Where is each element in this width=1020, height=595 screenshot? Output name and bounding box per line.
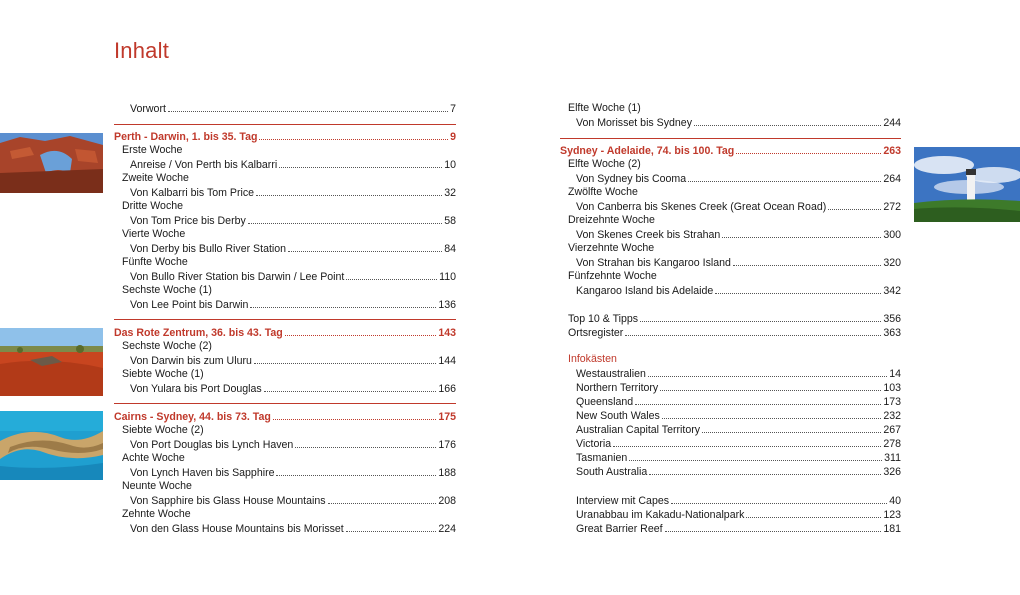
page-number: 224	[438, 523, 456, 535]
entry-label: Elfte Woche (1)	[568, 102, 641, 114]
photo-red-outback	[0, 328, 103, 396]
entry-label: Das Rote Zentrum, 36. bis 43. Tag	[114, 327, 283, 339]
entry-label: Tasmanien	[576, 452, 628, 464]
entry-label: Zwölfte Woche	[568, 186, 638, 198]
section-heading-perth-darwin[interactable]	[114, 129, 456, 143]
dot-leader	[688, 171, 881, 182]
week-label	[114, 255, 456, 269]
toc-right-column	[560, 0, 901, 595]
page-number: 84	[444, 243, 456, 255]
entry-label: Von Canberra bis Skenes Creek (Great Ocean Road)	[576, 201, 827, 213]
dot-leader	[702, 422, 881, 433]
toc-entry[interactable]	[560, 115, 901, 129]
week-label	[560, 269, 901, 283]
page-number: 7	[450, 103, 456, 115]
dot-leader	[662, 408, 882, 419]
page-number: 267	[883, 424, 901, 436]
section-heading-sydney-adelaide[interactable]	[560, 143, 901, 157]
page-number: 110	[439, 271, 456, 283]
week-label	[114, 339, 456, 353]
page-number: 326	[883, 466, 901, 478]
entry-label: Perth - Darwin, 1. bis 35. Tag	[114, 131, 258, 143]
dot-leader	[346, 521, 437, 532]
entry-label: Great Barrier Reef	[576, 523, 663, 535]
week-label	[114, 143, 456, 157]
dot-leader	[715, 283, 881, 294]
week-label	[114, 367, 456, 381]
toc-left-column	[114, 0, 456, 595]
entry-label: Anreise / Von Perth bis Kalbarri	[130, 159, 278, 171]
dot-leader	[660, 380, 881, 391]
page-title: Inhalt	[114, 38, 170, 63]
toc-entry[interactable]	[114, 241, 456, 255]
entry-label: Von Darwin bis zum Uluru	[130, 355, 252, 367]
infokasten-entry[interactable]	[560, 464, 901, 478]
toc-entry[interactable]	[114, 521, 456, 535]
page-number: 188	[438, 467, 456, 479]
week-label	[560, 185, 901, 199]
page-number: 9	[450, 131, 456, 143]
page-number: 320	[883, 257, 901, 269]
page-number: 363	[883, 327, 901, 339]
page-number: 176	[438, 439, 456, 451]
page-number: 208	[438, 495, 456, 507]
week-label	[114, 171, 456, 185]
dot-leader	[328, 493, 437, 504]
entry-label: Interview mit Capes	[576, 495, 670, 507]
divider	[560, 138, 901, 139]
toc-entry[interactable]	[114, 381, 456, 395]
page-number: 272	[883, 201, 901, 213]
infokasten-entry[interactable]	[560, 366, 901, 380]
entry-label: Von Tom Price bis Derby	[130, 215, 246, 227]
entry-label: Von Yulara bis Port Douglas	[130, 383, 262, 395]
page-number: 14	[889, 368, 901, 380]
entry-label: Von Morisset bis Sydney	[576, 117, 692, 129]
entry-label: Von Skenes Creek bis Strahan	[576, 229, 721, 241]
week-label	[560, 101, 901, 115]
divider	[114, 403, 456, 404]
week-label	[114, 479, 456, 493]
page-number: 232	[883, 410, 901, 422]
dot-leader	[722, 227, 881, 238]
page-number: 342	[883, 285, 901, 297]
week-label	[560, 213, 901, 227]
entry-label: Erste Woche	[122, 144, 183, 156]
dot-leader	[264, 381, 437, 392]
entry-label: Von Bullo River Station bis Darwin / Lee Point	[130, 271, 345, 283]
entry-label: Dreizehnte Woche	[568, 214, 655, 226]
dot-leader	[640, 311, 881, 322]
page-number: 263	[883, 145, 901, 157]
entry-label: Sechste Woche (1)	[122, 284, 212, 296]
entry-label: Von Port Douglas bis Lynch Haven	[130, 439, 294, 451]
entry-label: Von Lynch Haven bis Sapphire	[130, 467, 275, 479]
page-number: 175	[438, 411, 456, 423]
dot-leader	[694, 115, 881, 126]
toc-entry[interactable]	[114, 297, 456, 311]
page-number: 123	[883, 509, 901, 521]
dot-leader	[276, 465, 436, 476]
toc-entry[interactable]	[560, 227, 901, 241]
dot-leader	[259, 129, 448, 140]
entry-label: Northern Territory	[576, 382, 659, 394]
entry-label: Achte Woche	[122, 452, 185, 464]
page-number: 311	[884, 452, 901, 464]
entry-label: New South Wales	[576, 410, 660, 422]
week-label	[560, 241, 901, 255]
entry-label: Top 10 & Tipps	[568, 313, 639, 325]
entry-label: Elfte Woche (2)	[568, 158, 641, 170]
toc-entry[interactable]	[114, 269, 456, 283]
section-heading-rote-zentrum[interactable]	[114, 325, 456, 339]
infokasten-entry[interactable]	[560, 408, 901, 422]
week-label	[114, 423, 456, 437]
entry-label: Von Sydney bis Cooma	[576, 173, 687, 185]
week-label	[114, 451, 456, 465]
page-number: 278	[883, 438, 901, 450]
infokasten-entry[interactable]	[560, 436, 901, 450]
dot-leader	[346, 269, 437, 280]
photo-lighthouse	[914, 147, 1020, 222]
entry-label: Kangaroo Island bis Adelaide	[576, 285, 714, 297]
dot-leader	[746, 507, 881, 518]
entry-label: Uranabbau im Kakadu-Nationalpark	[576, 509, 745, 521]
page-number: 143	[438, 327, 456, 339]
toc-entry[interactable]	[114, 353, 456, 367]
dot-leader	[256, 185, 442, 196]
week-label	[114, 507, 456, 521]
dot-leader	[828, 199, 881, 210]
dot-leader	[635, 394, 881, 405]
entry-label: Von Strahan bis Kangaroo Island	[576, 257, 731, 269]
entry-label: Von Kalbarri bis Tom Price	[130, 187, 255, 199]
infokasten-entry[interactable]	[560, 394, 901, 408]
divider	[114, 124, 456, 125]
entry-label: Ortsregister	[568, 327, 624, 339]
infokasten-entry[interactable]	[560, 380, 901, 394]
divider	[114, 319, 456, 320]
week-label	[560, 157, 901, 171]
page-number: 136	[438, 299, 456, 311]
misc-entry[interactable]	[560, 493, 901, 507]
toc-entry[interactable]	[114, 465, 456, 479]
toc-entry[interactable]	[114, 157, 456, 171]
entry-label: Sydney - Adelaide, 74. bis 100. Tag	[560, 145, 735, 157]
week-label	[114, 283, 456, 297]
entry-label: Infokästen	[568, 353, 617, 365]
entry-label: Zweite Woche	[122, 172, 189, 184]
dot-leader	[248, 213, 442, 224]
toc-entry-ortsregister[interactable]	[560, 325, 901, 339]
dot-leader	[671, 493, 887, 504]
dot-leader	[168, 101, 448, 112]
dot-leader	[250, 297, 436, 308]
toc-entry[interactable]	[114, 213, 456, 227]
dot-leader	[273, 409, 437, 420]
misc-entry[interactable]	[560, 521, 901, 535]
infokasten-entry[interactable]	[560, 422, 901, 436]
entry-label: Vorwort	[130, 103, 166, 115]
dot-leader	[279, 157, 442, 168]
infokasten-heading	[560, 352, 901, 366]
dot-leader	[295, 437, 436, 448]
page-number: 244	[883, 117, 901, 129]
entry-label: Siebte Woche (1)	[122, 368, 204, 380]
dot-leader	[288, 241, 442, 252]
page-number: 181	[883, 523, 901, 535]
page-number: 58	[444, 215, 456, 227]
entry-label: Queensland	[576, 396, 634, 408]
dot-leader	[613, 436, 881, 447]
entry-label: Von den Glass House Mountains bis Morisset	[130, 523, 344, 535]
toc-entry[interactable]	[114, 493, 456, 507]
entry-label: Vierzehnte Woche	[568, 242, 655, 254]
page-number: 173	[883, 396, 901, 408]
toc-entry-top10[interactable]	[560, 311, 901, 325]
page-number: 144	[438, 355, 456, 367]
entry-label: Vierte Woche	[122, 228, 186, 240]
week-label	[114, 199, 456, 213]
page-number: 166	[438, 383, 456, 395]
entry-label: Zehnte Woche	[122, 508, 191, 520]
toc-entry-vorwort[interactable]	[114, 101, 456, 115]
dot-leader	[629, 450, 882, 461]
infokasten-entry[interactable]	[560, 450, 901, 464]
dot-leader	[625, 325, 881, 336]
section-heading-cairns-sydney[interactable]	[114, 409, 456, 423]
entry-label: Siebte Woche (2)	[122, 424, 204, 436]
entry-label: Von Sapphire bis Glass House Mountains	[130, 495, 326, 507]
dot-leader	[665, 521, 882, 532]
entry-label: Cairns - Sydney, 44. bis 73. Tag	[114, 411, 271, 423]
dot-leader	[648, 366, 887, 377]
dot-leader	[285, 325, 437, 336]
entry-label: Australian Capital Territory	[576, 424, 701, 436]
dot-leader	[733, 255, 881, 266]
entry-label: Victoria	[576, 438, 612, 450]
entry-label: Sechste Woche (2)	[122, 340, 212, 352]
toc-entry[interactable]	[114, 437, 456, 451]
entry-label: Von Derby bis Bullo River Station	[130, 243, 287, 255]
dot-leader	[254, 353, 436, 364]
page-number: 103	[883, 382, 901, 394]
entry-label: Westaustralien	[576, 368, 646, 380]
week-label	[114, 227, 456, 241]
page-number: 264	[883, 173, 901, 185]
dot-leader	[736, 143, 881, 154]
page-number: 356	[883, 313, 901, 325]
misc-entry[interactable]	[560, 507, 901, 521]
page-number: 300	[883, 229, 901, 241]
page-number: 40	[889, 495, 901, 507]
entry-label: South Australia	[576, 466, 648, 478]
page-number: 32	[444, 187, 456, 199]
toc-entry[interactable]	[560, 171, 901, 185]
dot-leader	[649, 464, 881, 475]
entry-label: Dritte Woche	[122, 200, 184, 212]
photo-reef	[0, 411, 103, 480]
page-number: 10	[444, 159, 456, 171]
entry-label: Fünfte Woche	[122, 256, 188, 268]
toc-entry[interactable]	[560, 283, 901, 297]
toc-entry[interactable]	[560, 255, 901, 269]
toc-entry[interactable]	[114, 185, 456, 199]
entry-label: Fünfzehnte Woche	[568, 270, 657, 282]
entry-label: Neunte Woche	[122, 480, 192, 492]
photo-rock-arch	[0, 133, 103, 193]
entry-label: Von Lee Point bis Darwin	[130, 299, 249, 311]
toc-entry[interactable]	[560, 199, 901, 213]
